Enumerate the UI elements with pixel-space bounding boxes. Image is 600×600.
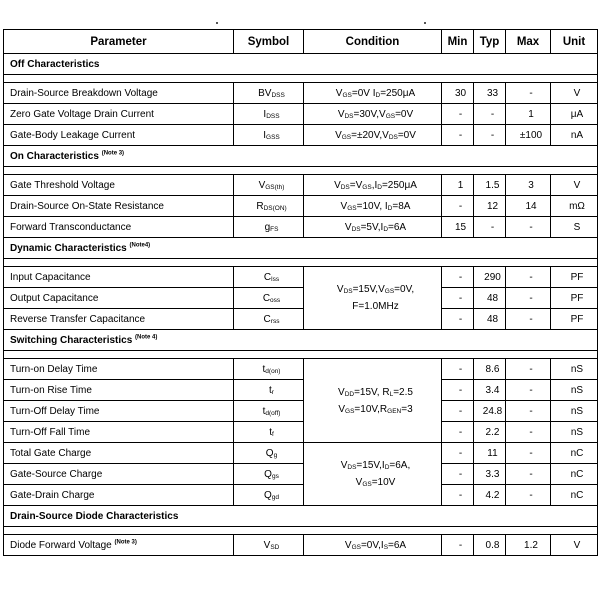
- min-cell: -: [442, 443, 474, 464]
- max-cell: -: [506, 309, 551, 330]
- condition-cell: [304, 196, 442, 217]
- parameter-name: Output Capacitance: [10, 292, 99, 304]
- max-cell: ±100: [506, 125, 551, 146]
- symbol-subscript: gs: [271, 472, 279, 480]
- parameter-name: Turn-on Rise Time: [10, 384, 92, 396]
- max-cell: -: [506, 380, 551, 401]
- min-cell: -: [442, 422, 474, 443]
- parameter-name: Total Gate Charge: [10, 447, 92, 459]
- max-cell: -: [506, 401, 551, 422]
- condition-subscript: GS: [384, 288, 395, 295]
- table-row: [4, 464, 598, 485]
- symbol-main: t: [262, 363, 266, 375]
- condition-subscript: S: [383, 543, 389, 551]
- condition-text: V: [338, 386, 345, 398]
- condition-cell: [304, 125, 442, 146]
- symbol-cell: [234, 464, 304, 485]
- symbol-subscript: g: [273, 451, 278, 459]
- unit-cell: nA: [551, 125, 598, 146]
- parameter-cell: [4, 196, 234, 217]
- parameter-name: Gate-Source Charge: [10, 468, 103, 480]
- header-parameter: Parameter: [4, 30, 234, 54]
- parameter-cell: [4, 485, 234, 506]
- table-row: [4, 196, 598, 217]
- symbol-cell: [234, 485, 304, 506]
- unit-cell: V: [551, 83, 598, 104]
- section-title-dynamic: Dynamic Characteristics: [10, 242, 127, 254]
- unit-cell: nS: [551, 380, 598, 401]
- table-row: [4, 83, 598, 104]
- min-cell: -: [442, 359, 474, 380]
- condition-subscript: GS: [347, 204, 357, 212]
- max-cell: -: [506, 267, 551, 288]
- symbol-cell: [234, 443, 304, 464]
- section-row-diode: [4, 506, 598, 527]
- header-typ: Typ: [474, 30, 506, 54]
- symbol-main: I: [263, 108, 267, 120]
- symbol-subscript: d(on): [265, 367, 281, 375]
- max-cell: -: [506, 443, 551, 464]
- symbol-cell: [234, 422, 304, 443]
- section-note-dynamic: (Note4): [129, 242, 151, 249]
- max-cell: -: [506, 485, 551, 506]
- section-title-on: On Characteristics: [10, 150, 99, 162]
- table-row: [4, 380, 598, 401]
- condition-text: =0V: [395, 108, 414, 120]
- min-cell: -: [442, 125, 474, 146]
- table-row: [4, 217, 598, 238]
- symbol-cell: [234, 196, 304, 217]
- table-row: [4, 288, 598, 309]
- condition-text: =15V, R: [354, 386, 390, 398]
- section-title-off: Off Characteristics: [4, 54, 598, 75]
- condition-text: =250μA: [380, 87, 416, 99]
- section-note-switching: (Note 4): [135, 334, 158, 341]
- parameter-cell: [4, 359, 234, 380]
- typ-cell: 11: [474, 443, 506, 464]
- max-cell: 1.2: [506, 535, 551, 556]
- table-row: [4, 175, 598, 196]
- typ-cell: 3.4: [474, 380, 506, 401]
- condition-line: [310, 457, 441, 474]
- symbol-main: BV: [258, 87, 272, 99]
- condition-cell: [304, 359, 442, 443]
- condition-subscript: DS: [340, 183, 350, 191]
- typ-cell: 0.8: [474, 535, 506, 556]
- symbol-subscript: r: [271, 388, 274, 396]
- condition-cell: [304, 217, 442, 238]
- condition-subscript: GS: [341, 133, 352, 141]
- typ-cell: 48: [474, 309, 506, 330]
- condition-subscript: GS: [362, 481, 372, 488]
- section-row-switching: [4, 330, 598, 351]
- symbol-main: V: [258, 179, 266, 191]
- parameter-name: Drain-Source Breakdown Voltage: [10, 87, 158, 99]
- condition-subscript: GS: [362, 183, 372, 191]
- parameter-name: Turn-on Delay Time: [10, 363, 98, 375]
- condition-cell: [304, 443, 442, 506]
- condition-text: F=1.0MHz: [352, 301, 399, 312]
- condition-subscript: GS: [385, 112, 396, 120]
- condition-text: =10V: [371, 477, 396, 488]
- condition-text: =30V,V: [353, 108, 386, 120]
- condition-text: =250μA: [381, 179, 417, 191]
- symbol-subscript: GS(th): [265, 183, 285, 191]
- unit-cell: nS: [551, 422, 598, 443]
- condition-text: =15V,V: [352, 284, 385, 295]
- condition-text: V: [338, 403, 346, 415]
- table-row: [4, 422, 598, 443]
- min-cell: -: [442, 380, 474, 401]
- condition-subscript: GS: [351, 543, 361, 551]
- unit-cell: nS: [551, 359, 598, 380]
- min-cell: -: [442, 309, 474, 330]
- symbol-cell: [234, 401, 304, 422]
- symbol-main: I: [263, 129, 267, 141]
- condition-text: =V: [349, 179, 363, 191]
- parameter-cell: [4, 309, 234, 330]
- parameter-name: Drain-Source On-State Resistance: [10, 200, 164, 212]
- symbol-cell: [234, 104, 304, 125]
- min-cell: -: [442, 288, 474, 309]
- parameter-cell: [4, 380, 234, 401]
- unit-cell: μA: [551, 104, 598, 125]
- condition-text: =8A: [392, 200, 411, 212]
- symbol-subscript: DSS: [271, 91, 285, 99]
- typ-cell: 4.2: [474, 485, 506, 506]
- max-cell: -: [506, 288, 551, 309]
- min-cell: -: [442, 104, 474, 125]
- header-condition: Condition: [304, 30, 442, 54]
- symbol-subscript: lss: [271, 275, 280, 283]
- section-row-off: [4, 54, 598, 75]
- condition-line: [310, 537, 441, 554]
- condition-subscript: L: [389, 390, 394, 398]
- parameter-cell: [4, 217, 234, 238]
- unit-cell: mΩ: [551, 196, 598, 217]
- symbol-cell: [234, 359, 304, 380]
- condition-text: =5V,I: [360, 221, 384, 233]
- symbol-main: R: [256, 200, 264, 212]
- symbol-main: Q: [265, 447, 274, 459]
- condition-line: [310, 384, 441, 401]
- symbol-subscript: gd: [271, 493, 279, 501]
- typ-cell: 24.8: [474, 401, 506, 422]
- condition-subscript: DS: [343, 288, 353, 295]
- condition-text: =6A: [388, 221, 407, 233]
- min-cell: -: [442, 535, 474, 556]
- condition-cell: [304, 535, 442, 556]
- condition-line: [310, 281, 441, 298]
- parameter-cell: [4, 288, 234, 309]
- condition-subscript: DS: [347, 464, 357, 471]
- min-cell: -: [442, 267, 474, 288]
- condition-text: V: [340, 460, 348, 471]
- parameter-cell: [4, 125, 234, 146]
- parameter-name: Gate Threshold Voltage: [10, 179, 115, 191]
- condition-line: [310, 474, 441, 491]
- symbol-main: Q: [264, 468, 272, 480]
- condition-subscript: DS: [344, 112, 354, 120]
- unit-cell: PF: [551, 267, 598, 288]
- symbol-subscript: oss: [270, 296, 281, 304]
- condition-text: V: [335, 129, 342, 141]
- unit-cell: PF: [551, 309, 598, 330]
- typ-cell: 48: [474, 288, 506, 309]
- condition-text: =10V, I: [356, 200, 388, 212]
- condition-cell: [304, 83, 442, 104]
- condition-text: =6A: [388, 539, 407, 551]
- max-cell: 1: [506, 104, 551, 125]
- symbol-main: Q: [263, 489, 272, 501]
- symbol-cell: [234, 309, 304, 330]
- condition-subscript: GEN: [387, 407, 402, 415]
- symbol-cell: [234, 267, 304, 288]
- condition-text: =3: [401, 403, 413, 415]
- section-row-on: [4, 146, 598, 167]
- condition-text: V: [335, 87, 343, 99]
- parameter-name: Input Capacitance: [10, 271, 91, 283]
- condition-text: =0V,I: [360, 539, 384, 551]
- table-header-row: [4, 30, 598, 54]
- condition-text: ,I: [371, 179, 378, 191]
- symbol-main: t: [269, 426, 272, 438]
- symbol-cell: [234, 535, 304, 556]
- typ-cell: 8.6: [474, 359, 506, 380]
- parameter-name: Turn-Off Delay Time: [10, 405, 100, 417]
- table-row: [4, 359, 598, 380]
- parameter-cell: [4, 443, 234, 464]
- parameter-name: Turn-Off Fall Time: [10, 426, 91, 438]
- condition-text: V: [337, 108, 345, 120]
- parameter-cell: [4, 535, 234, 556]
- unit-cell: nC: [551, 485, 598, 506]
- min-cell: -: [442, 485, 474, 506]
- condition-text: =15V,I: [356, 460, 385, 471]
- unit-cell: S: [551, 217, 598, 238]
- parameter-cell: [4, 83, 234, 104]
- max-cell: -: [506, 464, 551, 485]
- typ-cell: 290: [474, 267, 506, 288]
- section-note-on: (Note 3): [101, 150, 125, 157]
- typ-cell: 1.5: [474, 175, 506, 196]
- symbol-subscript: d(off): [265, 409, 281, 417]
- condition-subscript: D: [387, 204, 393, 212]
- table-row: [4, 104, 598, 125]
- symbol-main: g: [264, 221, 271, 233]
- min-cell: -: [442, 401, 474, 422]
- parameter-note: (Note 3): [114, 539, 137, 546]
- table-row: [4, 535, 598, 556]
- table-row: [4, 401, 598, 422]
- min-cell: 15: [442, 217, 474, 238]
- typ-cell: -: [474, 217, 506, 238]
- typ-cell: -: [474, 125, 506, 146]
- spacer-row: [4, 75, 598, 83]
- min-cell: -: [442, 196, 474, 217]
- section-row-dynamic: [4, 238, 598, 259]
- parameter-name: Gate-Drain Charge: [10, 489, 95, 501]
- condition-text: =2.5: [393, 386, 413, 398]
- parameter-name: Gate-Body Leakage Current: [10, 129, 136, 141]
- table-row: [4, 267, 598, 288]
- max-cell: -: [506, 359, 551, 380]
- unit-cell: nS: [551, 401, 598, 422]
- condition-subscript: D: [384, 464, 390, 471]
- condition-text: =10V,R: [354, 403, 388, 415]
- condition-subscript: DS: [351, 225, 361, 233]
- symbol-subscript: f: [271, 430, 274, 438]
- condition-subscript: DS: [388, 133, 398, 141]
- symbol-cell: [234, 83, 304, 104]
- parameter-name: Forward Transconductance: [10, 221, 132, 233]
- parameter-cell: [4, 401, 234, 422]
- parameter-cell: [4, 267, 234, 288]
- symbol-main: C: [262, 292, 271, 304]
- condition-cell: [304, 267, 442, 330]
- max-cell: 3: [506, 175, 551, 196]
- header-symbol: Symbol: [234, 30, 304, 54]
- symbol-cell: [234, 380, 304, 401]
- spacer-row: [4, 527, 598, 535]
- max-cell: -: [506, 422, 551, 443]
- condition-subscript: GS: [345, 407, 355, 415]
- typ-cell: 2.2: [474, 422, 506, 443]
- parameter-name: Diode Forward Voltage: [10, 539, 112, 551]
- symbol-cell: [234, 217, 304, 238]
- min-cell: -: [442, 464, 474, 485]
- parameter-cell: [4, 464, 234, 485]
- min-cell: 1: [442, 175, 474, 196]
- condition-subscript: DD: [344, 390, 355, 398]
- symbol-main: C: [263, 313, 271, 325]
- condition-text: V: [344, 221, 352, 233]
- symbol-main: C: [263, 271, 272, 283]
- symbol-main: t: [269, 384, 272, 396]
- typ-cell: 12: [474, 196, 506, 217]
- max-cell: -: [506, 83, 551, 104]
- symbol-subscript: FS: [270, 225, 279, 233]
- unit-cell: nC: [551, 443, 598, 464]
- condition-text: V: [340, 200, 348, 212]
- table-row: [4, 309, 598, 330]
- parameter-cell: [4, 104, 234, 125]
- condition-cell: [304, 175, 442, 196]
- symbol-subscript: rss: [270, 317, 280, 325]
- header-max: Max: [506, 30, 551, 54]
- condition-text: V: [336, 284, 344, 295]
- condition-text: =6A,: [389, 460, 411, 471]
- symbol-subscript: SD: [270, 543, 280, 551]
- min-cell: 30: [442, 83, 474, 104]
- scan-dot-left: [216, 22, 218, 24]
- symbol-main: V: [263, 539, 271, 551]
- section-title-diode: Drain-Source Diode Characteristics: [4, 506, 598, 527]
- condition-text: =±20V,V: [351, 129, 389, 141]
- condition-text: V: [334, 179, 341, 191]
- table-row: [4, 485, 598, 506]
- symbol-main: t: [262, 405, 266, 417]
- condition-text: =0V I: [351, 87, 376, 99]
- typ-cell: -: [474, 104, 506, 125]
- condition-cell: [304, 104, 442, 125]
- unit-cell: V: [551, 535, 598, 556]
- max-cell: 14: [506, 196, 551, 217]
- parameter-cell: [4, 422, 234, 443]
- parameter-name: Reverse Transfer Capacitance: [10, 313, 146, 325]
- typ-cell: 33: [474, 83, 506, 104]
- condition-line: [310, 401, 441, 418]
- condition-text: V: [355, 477, 363, 488]
- electrical-characteristics-table: [3, 29, 598, 556]
- spacer-row: [4, 167, 598, 175]
- scan-dot-right: [424, 22, 426, 24]
- condition-subscript: D: [383, 225, 389, 233]
- unit-cell: nC: [551, 464, 598, 485]
- symbol-cell: [234, 175, 304, 196]
- condition-text: V: [344, 539, 352, 551]
- header-min: Min: [442, 30, 474, 54]
- header-unit: Unit: [551, 30, 598, 54]
- section-title-switching: Switching Characteristics: [10, 334, 133, 346]
- symbol-subscript: GSS: [266, 133, 280, 141]
- symbol-subscript: DS(ON): [263, 204, 287, 212]
- spacer-row: [4, 259, 598, 267]
- symbol-cell: [234, 125, 304, 146]
- symbol-subscript: DSS: [266, 112, 280, 120]
- condition-line: [310, 298, 441, 315]
- symbol-cell: [234, 288, 304, 309]
- parameter-name: Zero Gate Voltage Drain Current: [10, 108, 154, 120]
- condition-subscript: D: [375, 91, 381, 99]
- condition-text: =0V: [397, 129, 416, 141]
- condition-subscript: D: [377, 183, 382, 191]
- table-row: [4, 125, 598, 146]
- typ-cell: 3.3: [474, 464, 506, 485]
- condition-subscript: GS: [342, 91, 352, 99]
- unit-cell: V: [551, 175, 598, 196]
- parameter-cell: [4, 175, 234, 196]
- condition-text: =0V,: [394, 284, 415, 295]
- unit-cell: PF: [551, 288, 598, 309]
- table-row: [4, 443, 598, 464]
- spacer-row: [4, 351, 598, 359]
- max-cell: -: [506, 217, 551, 238]
